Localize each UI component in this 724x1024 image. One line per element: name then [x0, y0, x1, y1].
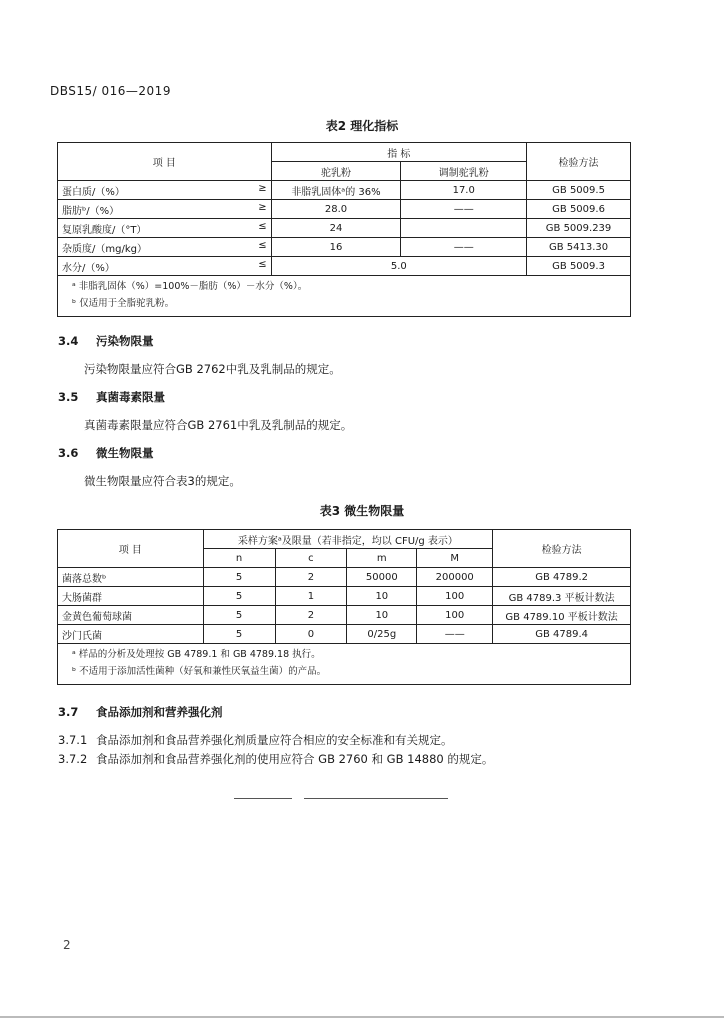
table3-subhead-m: m	[347, 549, 417, 568]
row-m: 0/25g	[347, 625, 417, 644]
table-row	[58, 606, 631, 625]
row-value-2: 17.0	[401, 181, 527, 200]
footnote: ᵃ 非脂乳固体（%）=100%－脂肪（%）－水分（%）。	[72, 281, 308, 292]
table-row	[58, 200, 631, 219]
row-value-2: ——	[401, 200, 527, 219]
section-paragraph: 污染物限量应符合GB 2762中乳及乳制品的规定。	[84, 362, 341, 376]
row-c: 1	[275, 587, 347, 606]
row-method: GB 4789.2	[493, 568, 631, 587]
table-row	[58, 625, 631, 644]
table3-subhead-M: M	[417, 549, 493, 568]
table2-footnotes	[58, 276, 631, 317]
row-c: 2	[275, 568, 347, 587]
row-n: 5	[203, 625, 275, 644]
row-c: 2	[275, 606, 347, 625]
table2-title: 表2 理化指标	[325, 119, 399, 133]
row-n: 5	[203, 587, 275, 606]
row-c: 0	[275, 625, 347, 644]
row-value-1: 24	[271, 219, 401, 238]
table-row	[58, 238, 631, 257]
row-item: 杂质度/（mg/kg） ≤	[58, 238, 272, 257]
row-m: 10	[347, 587, 417, 606]
table3-subhead-n: n	[203, 549, 275, 568]
document-code: DBS15/ 016—2019	[50, 84, 171, 98]
row-method: GB 5009.239	[527, 219, 631, 238]
table-row	[58, 587, 631, 606]
section-paragraph: 微生物限量应符合表3的规定。	[84, 474, 241, 488]
table2-head-item: 项 目	[58, 143, 272, 181]
row-item: 蛋白质/（%） ≥	[58, 181, 272, 200]
clause: 3.7.1 食品添加剂和食品营养强化剂质量应符合相应的安全标准和有关规定。	[58, 733, 453, 747]
row-value-merged: 5.0	[271, 257, 526, 276]
row-M: ——	[417, 625, 493, 644]
row-M: 100	[417, 587, 493, 606]
page-number: 2	[63, 938, 71, 952]
row-item: 金黄色葡萄球菌	[58, 606, 204, 625]
table-row	[58, 568, 631, 587]
row-method: GB 5009.5	[527, 181, 631, 200]
row-method: GB 4789.10 平板计数法	[493, 606, 631, 625]
table3-subhead-c: c	[275, 549, 347, 568]
row-method: GB 4789.3 平板计数法	[493, 587, 631, 606]
row-item: 水分/（%） ≤	[58, 257, 272, 276]
section-heading: 3.5 真菌毒素限量	[58, 390, 165, 404]
table3-microbiological	[57, 529, 631, 685]
footnote: ᵇ 不适用于添加活性菌种（好氧和兼性厌氧益生菌）的产品。	[72, 666, 327, 677]
footnote: ᵃ 样品的分析及处理按 GB 4789.1 和 GB 4789.18 执行。	[72, 649, 321, 660]
end-rule-short	[234, 798, 292, 799]
row-item: 菌落总数ᵇ	[58, 568, 204, 587]
row-method: GB 4789.4	[493, 625, 631, 644]
table3-footnotes	[58, 644, 631, 685]
table-row	[58, 181, 631, 200]
table2-subhead-formulated-powder: 调制驼乳粉	[401, 162, 527, 181]
row-value-2: ——	[401, 238, 527, 257]
table2-subhead-camel-milk-powder: 驼乳粉	[271, 162, 401, 181]
table3-head-method: 检验方法	[493, 530, 631, 568]
table3-head-plan: 采样方案ᵃ及限量（若非指定，均以 CFU/g 表示）	[203, 530, 493, 549]
row-M: 100	[417, 606, 493, 625]
row-value-1: 16	[271, 238, 401, 257]
row-value-1: 非脂乳固体ᵃ的 36%	[271, 181, 401, 200]
section-paragraph: 真菌毒素限量应符合GB 2761中乳及乳制品的规定。	[84, 418, 353, 432]
clause: 3.7.2 食品添加剂和食品营养强化剂的使用应符合 GB 2760 和 GB 14880 的规定。	[58, 752, 494, 766]
row-item: 大肠菌群	[58, 587, 204, 606]
row-item: 沙门氏菌	[58, 625, 204, 644]
section-heading: 3.6 微生物限量	[58, 446, 154, 460]
row-item: 脂肪ᵇ/（%） ≥	[58, 200, 272, 219]
section-heading: 3.7 食品添加剂和营养强化剂	[58, 705, 223, 719]
footnote: ᵇ 仅适用于全脂驼乳粉。	[72, 298, 175, 309]
row-n: 5	[203, 606, 275, 625]
row-value-1: 28.0	[271, 200, 401, 219]
row-method: GB 5009.3	[527, 257, 631, 276]
table-row	[58, 257, 631, 276]
page-bottom-edge	[0, 1016, 724, 1018]
table2-head-method: 检验方法	[527, 143, 631, 181]
row-m: 50000	[347, 568, 417, 587]
section-heading: 3.4 污染物限量	[58, 334, 154, 348]
row-m: 10	[347, 606, 417, 625]
row-method: GB 5009.6	[527, 200, 631, 219]
table2-head-index: 指 标	[271, 143, 526, 162]
table-row	[58, 219, 631, 238]
row-method: GB 5413.30	[527, 238, 631, 257]
row-item: 复原乳酸度/（°T） ≤	[58, 219, 272, 238]
table2-physicochemical	[57, 142, 631, 317]
row-n: 5	[203, 568, 275, 587]
table3-title: 表3 微生物限量	[319, 504, 405, 518]
row-value-2	[401, 219, 527, 238]
end-rule-long	[304, 798, 448, 799]
table3-head-item: 项 目	[58, 530, 204, 568]
row-M: 200000	[417, 568, 493, 587]
